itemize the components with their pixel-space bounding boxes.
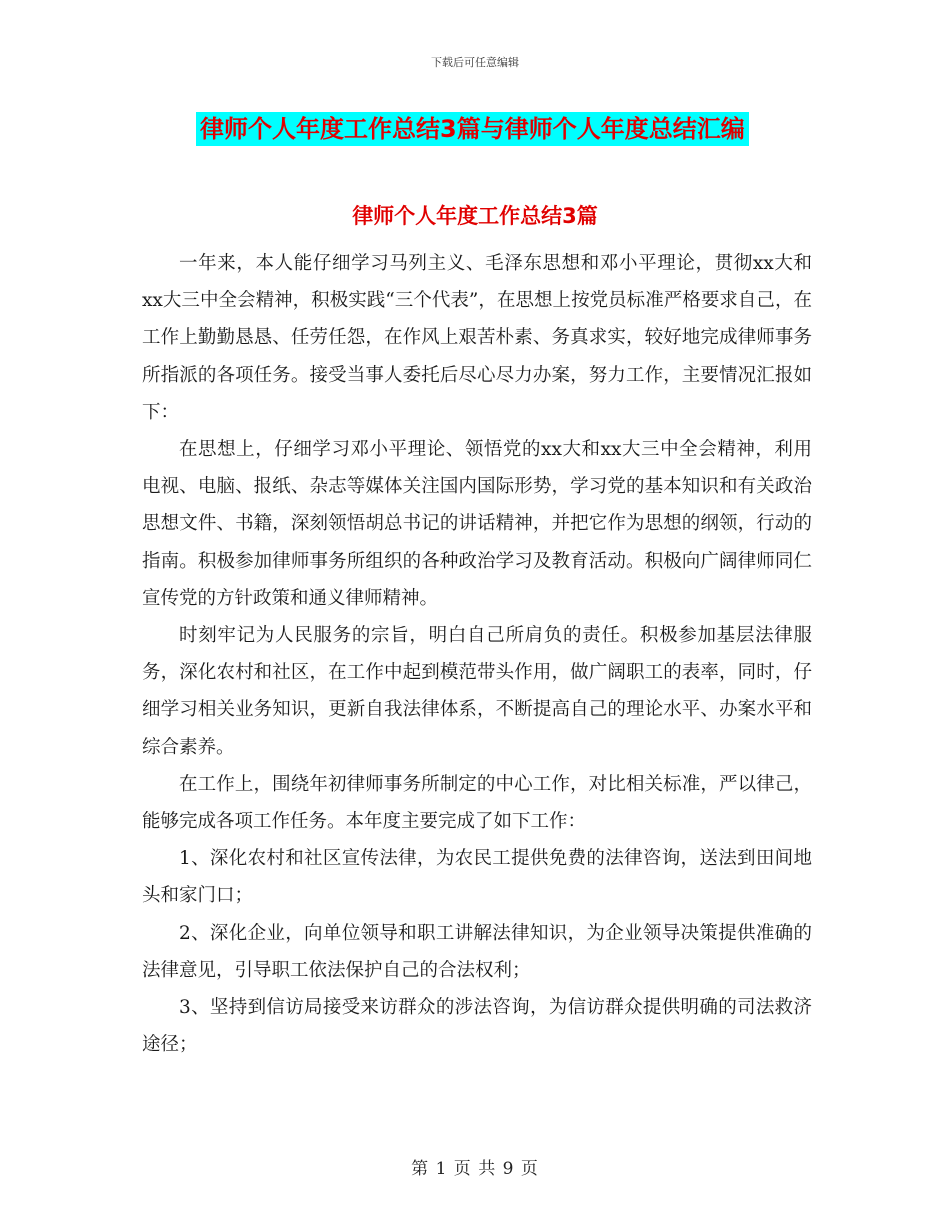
paragraph: 1、深化农村和社区宣传法律，为农民工提供免费的法律咨询，送法到田间地头和家门口； [142,848,812,907]
paragraph: 3、坚持到信访局接受来访群众的涉法咨询，为信访群众提供明确的司法救济途径； [142,997,812,1056]
header-note: 下载后可任意编辑 [431,56,519,69]
document-sub-title: 律师个人年度工作总结3篇 [352,204,598,228]
paragraph: 在工作上，围绕年初律师事务所制定的中心工作，对比相关标准，严以律己，能够完成各项工作任务。本年度主要完成了如下工作： [142,773,812,833]
paragraph: 在思想上，仔细学习邓小平理论、领悟党的xx大和xx大三中全会精神，利用电视、电脑、报纸、杂志等媒体关注国内国际形势，学习党的基本知识和有关政治思想文件、书籍，深刻领悟胡总书记的讲话精神，并把它作为思想的纲领，行动的指南。积极参加律师事务所组织的各种政治学习及教育活动。积极向广阔律师同仁宣传党的方针政策和通义律师精神。 [142,439,812,609]
page-number-footer: 第 1 页 共 9 页 [411,1159,539,1179]
document-body [142,245,812,1063]
paragraph: 2、深化企业，向单位领导和职工讲解法律知识，为企业领导决策提供准确的法律意见，引导职工依法保护自己的合法权利； [142,922,812,981]
document-main-title: 律师个人年度工作总结3篇与律师个人年度总结汇编 [196,112,749,146]
paragraph: 时刻牢记为人民服务的宗旨，明白自己所肩负的责任。积极参加基层法律服务，深化农村和社区，在工作中起到模范带头作用，做广阔职工的表率，同时，仔细学习相关业务知识，更新自我法律体系，不断提高自己的理论水平、办案水平和综合素养。 [142,625,812,758]
paragraph: 一年来，本人能仔细学习马列主义、毛泽东思想和邓小平理论，贯彻xx大和xx大三中全会精神，积极实践“三个代表”，在思想上按党员标准严格要求自己，在工作上勤勤恳恳、任劳任怨，在作风上艰苦朴素、务真求实，较好地完成律师事务所指派的各项任务。接受当事人委托后尽心尽力办案，努力工作，主要情况汇报如下： [142,253,812,423]
